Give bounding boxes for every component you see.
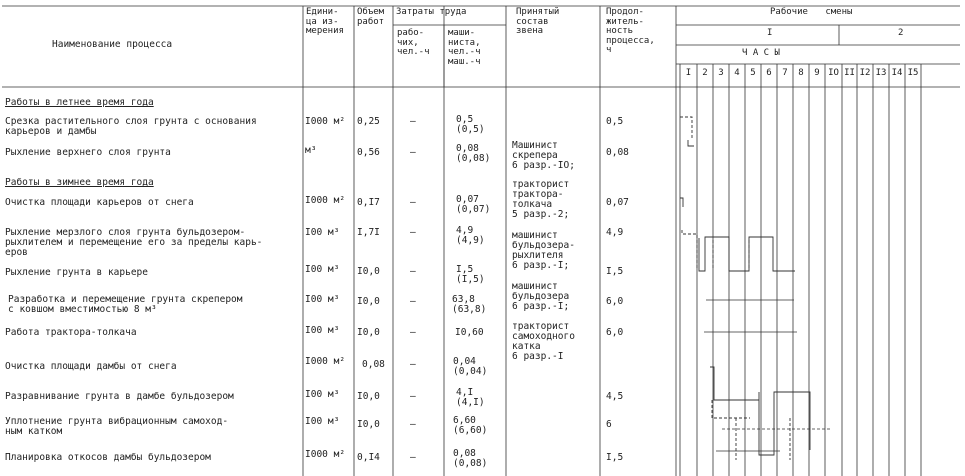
row-1-volume: 0,25	[357, 116, 380, 127]
row-3-duration: 0,07	[606, 197, 629, 208]
row-9-machinists: 4,I (4,I)	[456, 387, 485, 408]
row-5-machinists: I,5 (I,5)	[456, 264, 485, 285]
row-10-machinists: 6,60 (6,60)	[453, 415, 488, 436]
hour-label: 5	[750, 68, 756, 78]
row-7-duration: 6,0	[606, 327, 624, 338]
row-8-machinists: 0,04 (0,04)	[453, 356, 488, 377]
row-2-workers: –	[410, 147, 416, 158]
row-6-duration: 6,0	[606, 296, 624, 307]
row-11-name: Планировка откосов дамбы бульдозером	[5, 452, 211, 463]
crew-note-pusher: тракторист трактора- толкача 5 разр.-2;	[512, 179, 570, 220]
row-2-duration: 0,08	[606, 147, 629, 158]
header-unit: Едини- ца из- мерения	[306, 7, 344, 36]
header-volume: Объем работ	[357, 7, 385, 27]
row-3-machinists: 0,07 (0,07)	[456, 194, 491, 215]
header-shift-2: 2	[898, 28, 904, 38]
header-labor: Затраты труда	[396, 7, 467, 17]
gantt-row-3	[680, 198, 683, 207]
row-10-workers: –	[410, 419, 416, 430]
row-1-name: Срезка растительного слоя грунта с основания карьеров и дамбы	[5, 116, 257, 137]
row-6-volume: I0,0	[357, 296, 380, 307]
row-8-name: Очистка площади дамбы от снега	[5, 361, 177, 372]
row-4-workers: –	[410, 227, 416, 238]
row-7-unit: I00 м³	[305, 325, 340, 336]
hour-label: 8	[798, 68, 804, 78]
row-7-workers: –	[410, 327, 416, 338]
crew-note-bulldozer: машинист бульдозера 6 разр.-I;	[512, 281, 570, 312]
row-10-unit: I00 м³	[305, 416, 340, 427]
row-8-volume: 0,08	[362, 359, 385, 370]
row-4-duration: 4,9	[606, 227, 624, 238]
row-2-name: Рыхление верхнего слоя грунта	[5, 147, 171, 158]
row-5-workers: –	[410, 266, 416, 277]
hour-label: I4	[891, 68, 903, 78]
row-6-workers: –	[410, 296, 416, 307]
row-6-machinists: 63,8 (63,8)	[452, 294, 487, 315]
row-10-duration: 6	[606, 419, 612, 430]
row-7-machinists: I0,60	[455, 327, 484, 338]
hour-label: 2	[702, 68, 708, 78]
row-8-unit: I000 м²	[305, 356, 346, 367]
hour-label: IO	[828, 68, 839, 78]
crew-note-scraper: Машинист скрепера 6 разр.-IO;	[512, 140, 575, 171]
row-3-name: Очистка площади карьеров от снега	[5, 197, 194, 208]
hour-label: 9	[814, 68, 820, 78]
row-2-machinists: 0,08 (0,08)	[456, 143, 491, 164]
gantt-row-2	[688, 140, 694, 146]
row-1-unit: I000 м²	[305, 116, 346, 127]
row-7-name: Работа трактора-толкача	[5, 327, 137, 338]
header-machinists: маши- ниста, чел.-ч маш.-ч	[448, 28, 481, 67]
row-10-volume: I0,0	[357, 419, 380, 430]
hour-label: I2	[859, 68, 871, 78]
row-11-machinists: 0,08 (0,08)	[453, 448, 488, 469]
hour-label: II	[844, 68, 855, 78]
row-9-workers: –	[410, 391, 416, 402]
row-2-unit: м³	[305, 145, 317, 156]
section-winter: Работы в зимнее время года	[5, 177, 154, 188]
header-crew: Принятый состав звена	[516, 7, 560, 36]
row-1-duration: 0,5	[606, 116, 624, 127]
row-9-duration: 4,5	[606, 391, 624, 402]
row-4-unit: I00 м³	[305, 227, 340, 238]
row-3-unit: I000 м²	[305, 195, 346, 206]
row-9-volume: I0,0	[357, 391, 380, 402]
row-11-duration: I,5	[606, 452, 624, 463]
row-5-unit: I00 м³	[305, 264, 340, 275]
row-11-workers: –	[410, 452, 416, 463]
row-9-unit: I00 м³	[305, 389, 340, 400]
row-3-volume: 0,I7	[357, 197, 380, 208]
row-1-machinists: 0,5 (0,5)	[456, 114, 485, 135]
row-5-duration: I,5	[606, 266, 624, 277]
row-5-name: Рыхление грунта в карьере	[5, 267, 148, 278]
row-7-volume: I0,0	[357, 327, 380, 338]
row-4-name: Рыхление мерзлого слоя грунта бульдозером- рыхлителем и перемещение его за пределы карь- еров	[5, 227, 263, 258]
gantt-row-1	[680, 117, 692, 139]
header-hours: Ч А С Ы	[742, 48, 780, 58]
row-5-volume: I0,0	[357, 266, 380, 277]
header-shifts: Рабочие смены	[770, 7, 853, 17]
row-8-workers: –	[410, 359, 416, 370]
gantt-dam-aux	[712, 400, 750, 418]
gantt-leveling	[759, 392, 810, 455]
section-summer: Работы в летнее время года	[5, 97, 154, 108]
row-6-name: Разработка и перемещение грунта скрепером с ковшом вместимостью 8 м³	[8, 294, 243, 315]
header-duration: Продол- житель- ность процесса, ч	[606, 7, 655, 55]
hour-label: 3	[718, 68, 724, 78]
gantt-dam-clean	[710, 367, 759, 400]
hour-label: I	[685, 68, 692, 78]
header-process-name: Наименование процесса	[52, 39, 173, 50]
crew-note-ripper: машинист бульдозера- рыхлителя 6 разр.-I;	[512, 230, 575, 271]
row-11-unit: I000 м²	[305, 449, 346, 460]
hour-label: 6	[766, 68, 772, 78]
row-1-workers: –	[410, 116, 416, 127]
row-9-name: Разравнивание грунта в дамбе бульдозером	[5, 391, 234, 402]
hour-label: 4	[734, 68, 740, 78]
row-2-volume: 0,56	[357, 147, 380, 158]
hour-label: I3	[875, 68, 887, 78]
row-3-workers: –	[410, 197, 416, 208]
row-4-volume: I,7I	[357, 227, 380, 238]
hour-label: I5	[907, 68, 919, 78]
header-shift-1: I	[767, 28, 773, 38]
header-workers: рабо- чих, чел.-ч	[397, 28, 430, 57]
row-11-volume: 0,I4	[357, 452, 380, 463]
row-4-machinists: 4,9 (4,9)	[456, 225, 485, 246]
hour-label: 7	[782, 68, 788, 78]
row-10-name: Уплотнение грунта вибрационным самоход- ным катком	[5, 416, 229, 437]
row-6-unit: I00 м³	[305, 294, 340, 305]
crew-note-roller: тракторист самоходного катка 6 разр.-I	[512, 321, 575, 362]
gantt-ripper	[682, 230, 697, 268]
